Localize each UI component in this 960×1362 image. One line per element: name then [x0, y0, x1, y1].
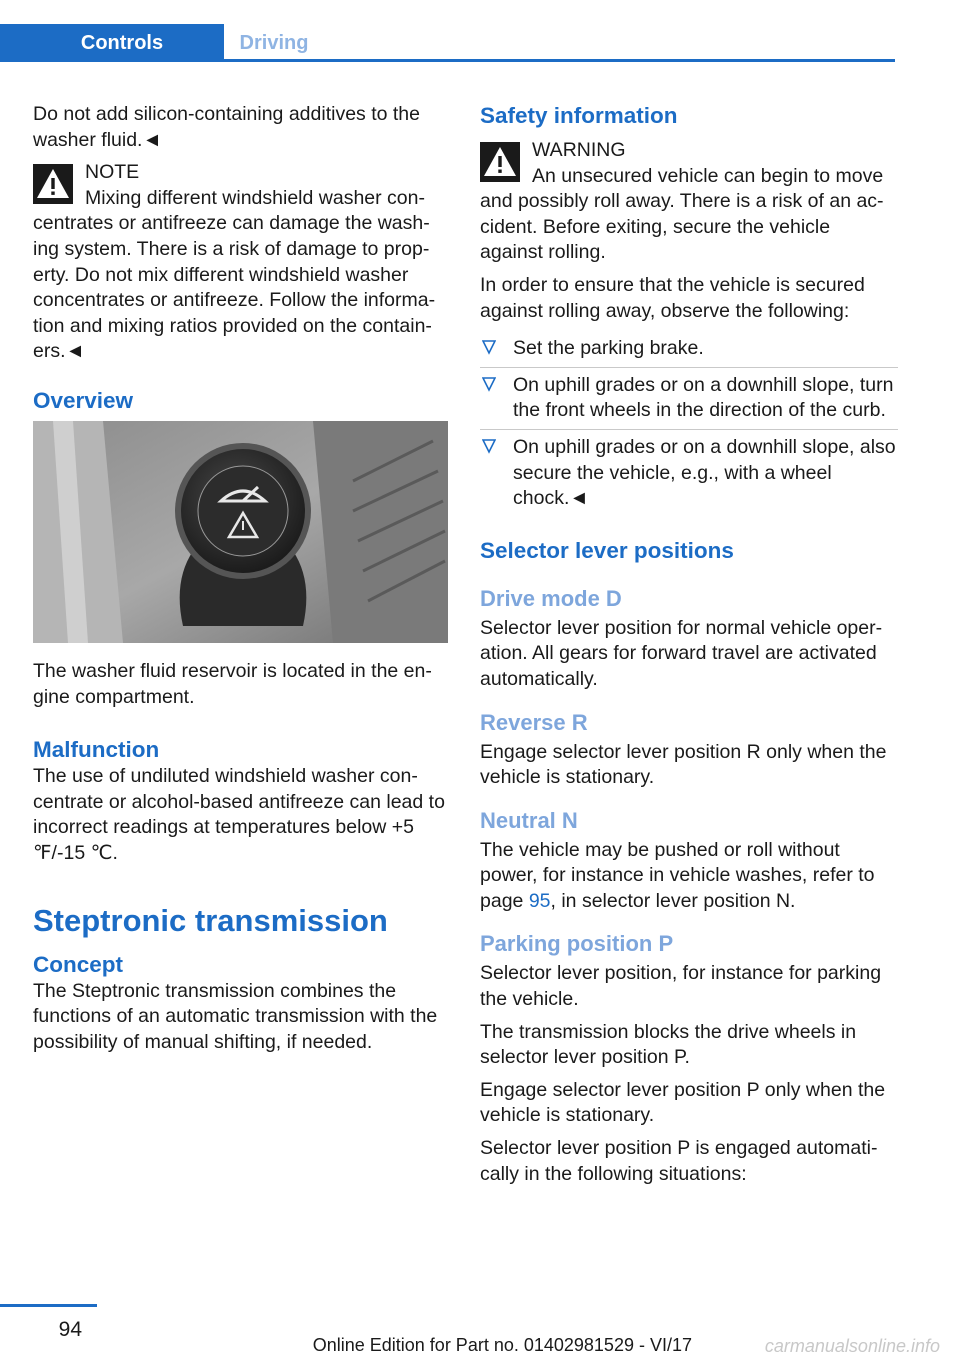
left-column	[33, 102, 448, 1062]
list-item-text: Set the parking brake.	[513, 337, 704, 360]
warning-triangle-icon	[33, 164, 73, 204]
edition-text: Online Edition for Part no. 01402981529 - VI/17	[312, 1335, 692, 1355]
triangle-bullet-icon	[482, 377, 496, 393]
securing-list	[480, 331, 898, 517]
neutral-text	[480, 838, 898, 915]
right-column	[480, 102, 898, 1194]
note-text: Mixing different windshield washer concentrates or antifreeze can damage the washing system. There is a risk of damage to property. Do not mix different windshield washer concentrates or antifreeze. Follow the information and mixing ratios provided on the containers.◄	[33, 186, 436, 363]
parking-text-4: Selector lever position P is engaged automatically in the following situations:	[480, 1137, 878, 1185]
list-item	[480, 430, 898, 517]
page-number: 94	[58, 1318, 82, 1341]
secure-intro: In order to ensure that the vehicle is secured against rolling away, observe the following:	[480, 273, 865, 322]
overview-heading: Overview	[33, 387, 134, 413]
steptronic-heading: Steptronic transmission	[33, 902, 388, 938]
drive-text: Selector lever position for normal vehicle operation. All gears for forward travel are activated automatically.	[480, 616, 883, 690]
neutral-text-end: , in selector lever position N.	[550, 889, 796, 912]
triangle-bullet-icon	[482, 439, 496, 455]
tab-driving[interactable]: Driving	[239, 32, 309, 54]
warning-text: An unsecured vehicle can begin to move and possibly roll away. There is a risk of an accident. Before exiting, secure the vehicle against rolling.	[480, 164, 884, 264]
drive-heading: Drive mode D	[480, 585, 622, 611]
note-box	[33, 160, 448, 365]
triangle-bullet-icon	[482, 340, 496, 356]
parking-heading: Parking position P	[480, 931, 674, 957]
additives-text: Do not add silicon-containing additives to the washer fluid.◄	[33, 103, 420, 151]
warning-box	[480, 138, 898, 266]
note-title: NOTE	[85, 161, 140, 184]
reverse-text: Engage selector lever position R only when the vehicle is stationary.	[480, 740, 887, 789]
chapter-tabs	[0, 24, 895, 62]
tab-controls[interactable]: Controls	[0, 24, 224, 62]
list-item-text: On uphill grades or on a downhill slope, also secure the vehicle, e.g., with a wheel chock.◄	[513, 435, 896, 510]
concept-heading: Concept	[33, 951, 123, 977]
watermark-text: carmanualsonline.info	[764, 1336, 940, 1356]
parking-text-1: Selector lever position, for instance for parking the vehicle.	[480, 962, 882, 1011]
reverse-heading: Reverse R	[480, 709, 588, 735]
selector-heading: Selector lever positions	[480, 537, 734, 563]
list-item	[480, 331, 898, 368]
warning-triangle-icon	[480, 142, 520, 182]
parking-text-2: The transmission blocks the drive wheels in selector lever position P.	[480, 1020, 857, 1069]
footer-rule	[0, 1304, 97, 1307]
warning-title: WARNING	[532, 139, 626, 161]
malfunction-heading: Malfunction	[33, 737, 160, 763]
washer-reservoir-photo	[33, 421, 448, 643]
concept-text: The Steptronic transmission combines the functions of an automatic transmission with the possibility of manual shifting, if needed.	[33, 979, 438, 1053]
tab-underline	[0, 59, 895, 62]
reservoir-caption: The washer fluid reservoir is located in the engine compartment.	[33, 659, 432, 708]
list-item	[480, 368, 898, 430]
neutral-heading: Neutral N	[480, 807, 578, 833]
page-link[interactable]: 95	[528, 889, 551, 912]
malfunction-text: The use of undiluted windshield washer concentrate or alcohol-based antifreeze can lead to incorrect readings at temperatures below +5 ℉/-15 ℃.	[33, 765, 445, 864]
list-item-text: On uphill grades or on a downhill slope, turn the front wheels in the direction of the curb.	[513, 373, 894, 422]
safety-heading: Safety information	[480, 103, 678, 128]
parking-text-3: Engage selector lever position P only when the vehicle is stationary.	[480, 1078, 886, 1127]
neutral-text-start: The vehicle may be pushed or roll without power, for instance in vehicle washes, refer to page	[480, 838, 875, 912]
